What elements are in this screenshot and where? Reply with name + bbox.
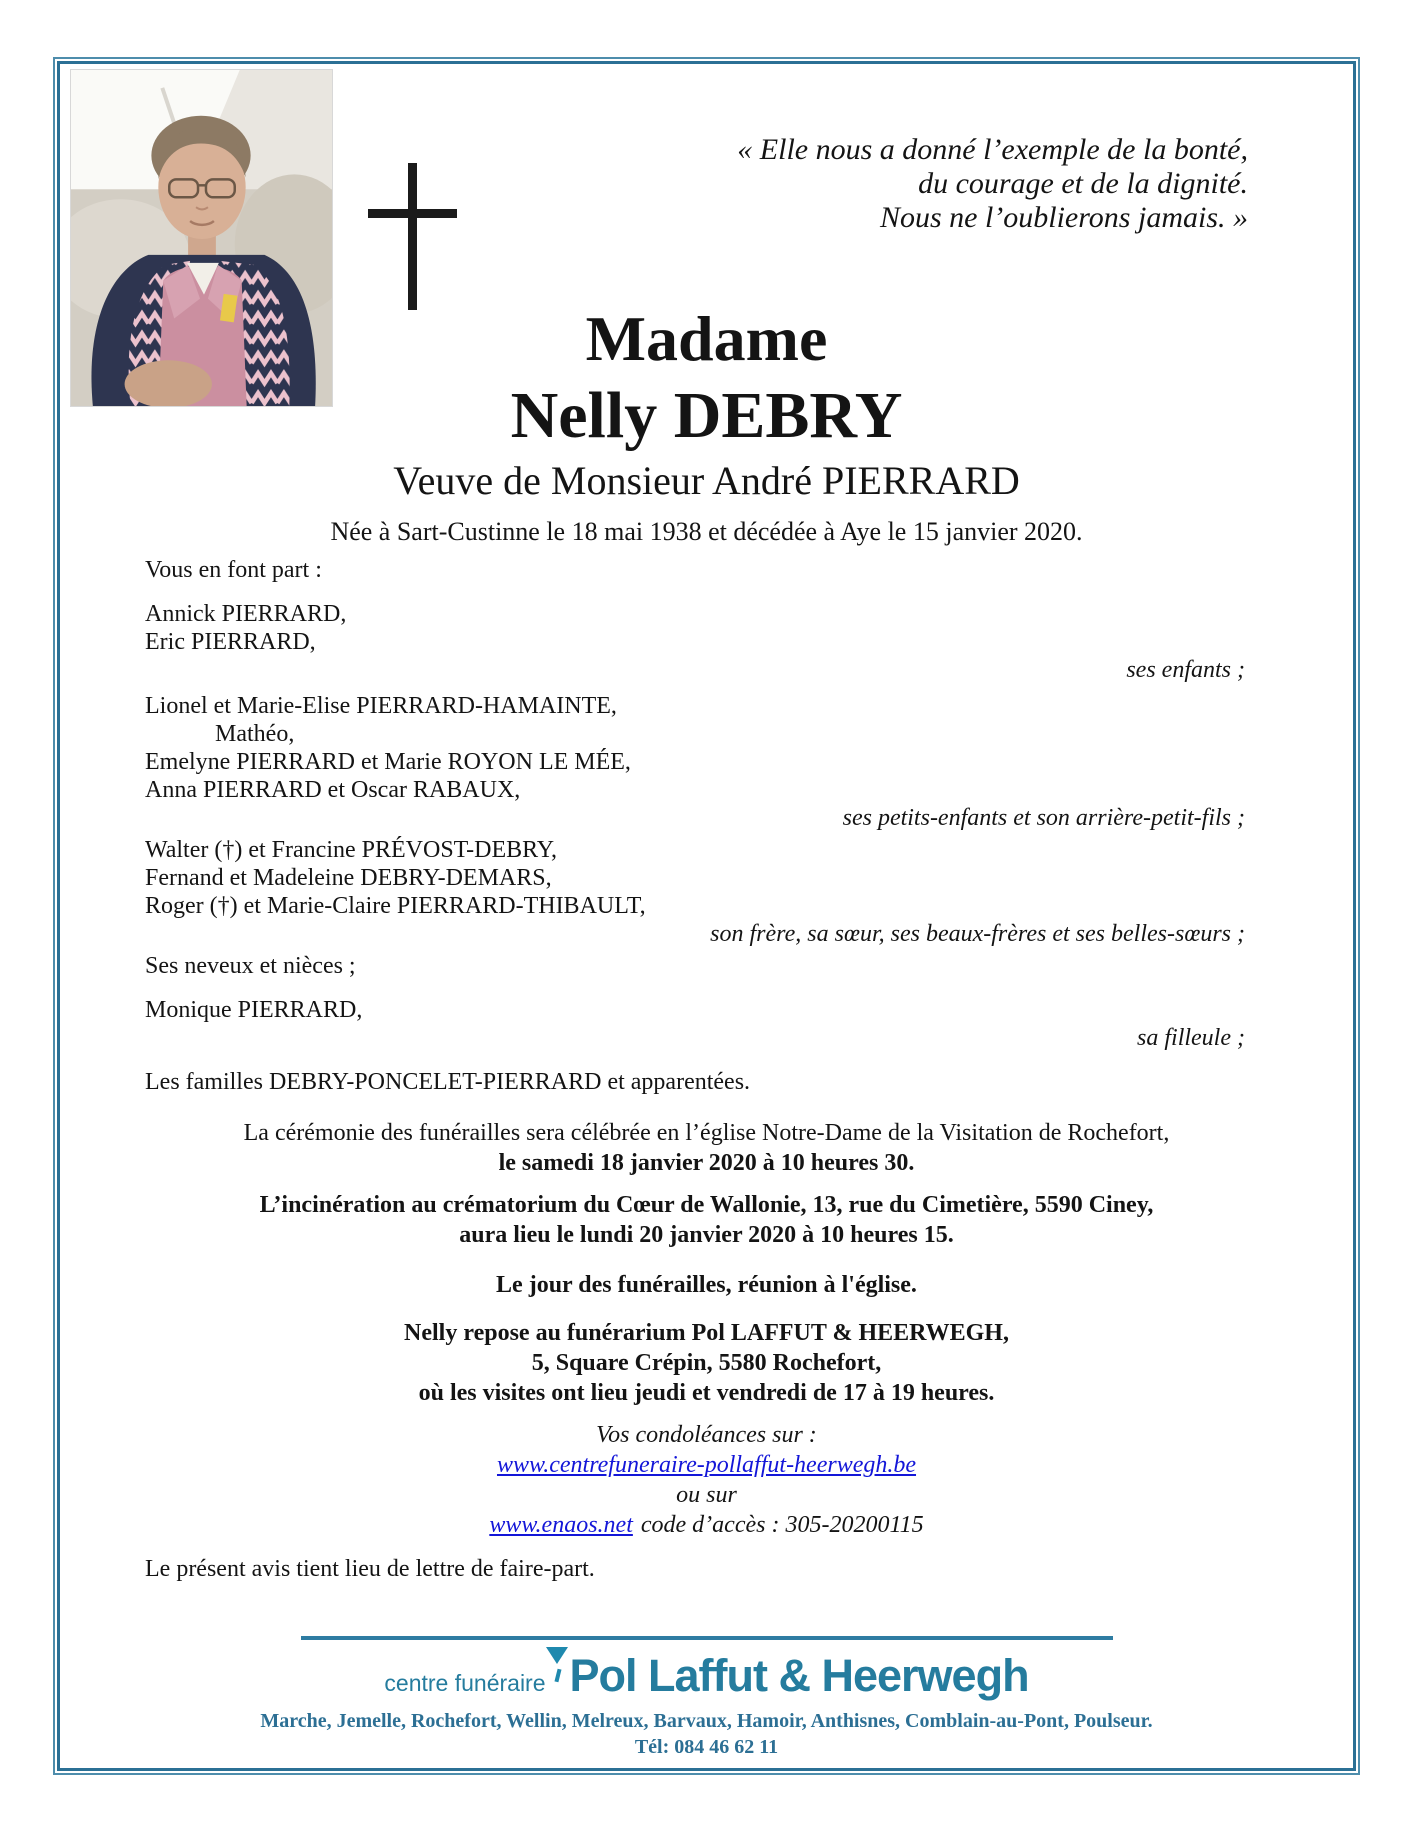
deceased-title: Madame xyxy=(585,303,828,374)
footer-divider xyxy=(301,1636,1113,1640)
siblings-relation-label: son frère, sa sœur, ses beaux-frères et ses belles-sœurs ; xyxy=(710,921,1245,947)
grandchild-name: Mathéo, xyxy=(215,721,295,747)
funeral-home-footer xyxy=(60,1636,1353,1760)
footer-locations: Marche, Jemelle, Rochefort, Wellin, Melreux, Barvaux, Hamoir, Anthisnes, Comblain-au-Pont, Poulseur. xyxy=(260,1710,1153,1732)
ceremony-date-line: le samedi 18 janvier 2020 à 10 heures 30. xyxy=(498,1150,915,1176)
cremation-line-1: L’incinération au crématorium du Cœur de Wallonie, 13, rue du Cimetière, 5590 Ciney, xyxy=(259,1192,1154,1218)
grandchildren-relation-label: ses petits-enfants et son arrière-petit-fils ; xyxy=(842,805,1245,831)
widow-line: Veuve de Monsieur André PIERRARD xyxy=(393,458,1020,503)
cross-icon-vertical-bar xyxy=(408,163,417,310)
ceremony-section xyxy=(60,1118,1353,1540)
ceremony-church-line: La cérémonie des funérailles sera célébrée en l’église Notre-Dame de la Visitation de Rochefort, xyxy=(243,1120,1170,1146)
sibling-name: Roger (†) et Marie-Claire PIERRARD-THIBAULT, xyxy=(145,893,646,919)
cremation-line-2: aura lieu le lundi 20 janvier 2020 à 10 heures 15. xyxy=(459,1222,954,1248)
families-line: Les familles DEBRY-PONCELET-PIERRARD et apparentées. xyxy=(145,1069,751,1095)
condolences-link-row-1 xyxy=(60,1450,1353,1480)
page-border-inner xyxy=(57,61,1356,1771)
quote-line: « Elle nous a donné l’exemple de la bonté, xyxy=(737,133,1248,166)
memorial-quote xyxy=(737,133,1248,235)
condolences-or-line: ou sur xyxy=(676,1482,737,1508)
announcement-intro: Vous en font part : xyxy=(145,557,322,583)
life-dates: Née à Sart-Custinne le 18 mai 1938 et décédée à Aye le 15 janvier 2020. xyxy=(330,517,1083,546)
child-name: Annick PIERRARD, xyxy=(145,601,347,627)
nephews-line: Ses neveux et nièces ; xyxy=(145,953,356,979)
condolences-intro: Vos condoléances sur : xyxy=(596,1422,817,1448)
sibling-name: Walter (†) et Francine PRÉVOST-DEBRY, xyxy=(145,837,558,863)
access-code: code d’accès : 305-20200115 xyxy=(640,1512,924,1538)
deceased-name: Nelly DEBRY xyxy=(510,379,903,452)
down-triangle-icon xyxy=(546,1647,568,1664)
condolences-link-1[interactable]: www.centrefuneraire-pollaffut-heerwegh.be xyxy=(496,1452,917,1478)
children-relation-label: ses enfants ; xyxy=(1126,657,1245,683)
footer-phone: Tél: 084 46 62 11 xyxy=(634,1736,779,1758)
condolences-link-row-2 xyxy=(60,1510,1353,1540)
brand-line xyxy=(60,1650,1353,1702)
brand-triangle-icon xyxy=(550,1655,566,1695)
repose-line-2: 5, Square Crépin, 5580 Rochefort, xyxy=(531,1350,882,1376)
repose-line-3: où les visites ont lieu jeudi et vendredi de 17 à 19 heures. xyxy=(418,1380,995,1406)
family-section xyxy=(145,556,1245,1096)
goddaughter-name: Monique PIERRARD, xyxy=(145,997,363,1023)
meeting-line: Le jour des funérailles, réunion à l'église. xyxy=(496,1272,917,1298)
repose-line-1: Nelly repose au funérarium Pol LAFFUT & HEERWEGH, xyxy=(404,1320,1009,1346)
goddaughter-relation-label: sa filleule ; xyxy=(1137,1025,1245,1051)
page-border xyxy=(53,57,1360,1775)
grandchild-name: Anna PIERRARD et Oscar RABAUX, xyxy=(145,777,521,803)
brand-prefix: centre funéraire xyxy=(384,1670,546,1696)
grandchild-name: Emelyne PIERRARD et Marie ROYON LE MÉE, xyxy=(145,749,631,775)
condolences-link-2[interactable]: www.enaos.net xyxy=(489,1512,633,1538)
brand-tick-icon xyxy=(554,1669,561,1683)
sibling-name: Fernand et Madeleine DEBRY-DEMARS, xyxy=(145,865,552,891)
closing-line: Le présent avis tient lieu de lettre de faire-part. xyxy=(145,1556,595,1582)
child-name: Eric PIERRARD, xyxy=(145,629,316,655)
brand-name: Pol Laffut & Heerwegh xyxy=(569,1650,1029,1701)
quote-line: du courage et de la dignité. xyxy=(918,167,1248,200)
grandchild-name: Lionel et Marie-Elise PIERRARD-HAMAINTE, xyxy=(145,693,617,719)
quote-line: Nous ne l’oublierons jamais. » xyxy=(879,201,1248,234)
cross-icon-horizontal-bar xyxy=(368,209,457,218)
